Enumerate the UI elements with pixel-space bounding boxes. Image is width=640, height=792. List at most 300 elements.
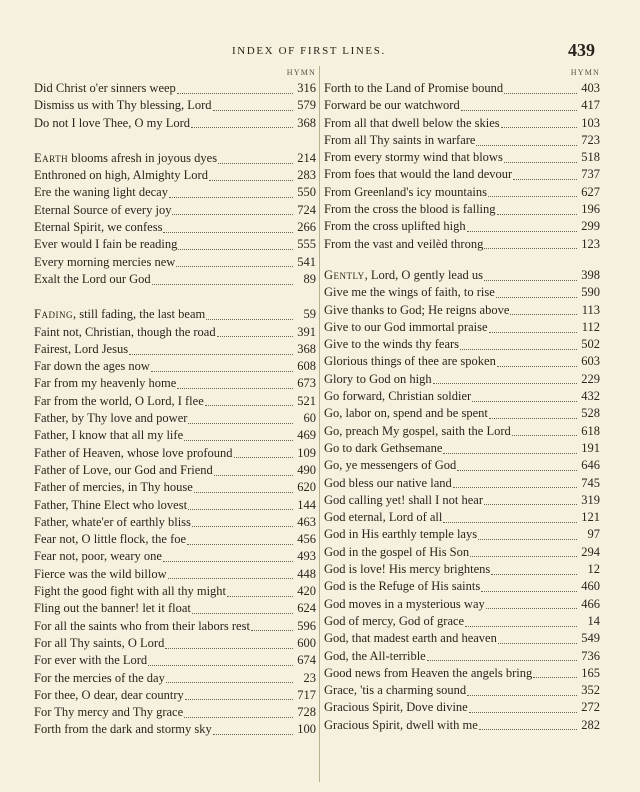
index-entry — [34, 618, 316, 635]
hymn-number: 316 — [297, 81, 316, 95]
first-line-text: Do not I love Thee, O my Lord — [34, 115, 190, 130]
dot-leader — [188, 422, 293, 424]
first-line-text: Go, ye messengers of God — [324, 458, 457, 473]
first-line-text: From the vast and veilèd throng — [324, 236, 484, 251]
dot-leader — [176, 265, 293, 267]
hymn-number: 490 — [297, 462, 316, 477]
first-word-small-caps: Fading — [34, 307, 73, 322]
dot-leader — [187, 543, 293, 545]
first-line-text: , Lord, O gently lead us — [364, 267, 484, 282]
hymn-number: 113 — [581, 302, 600, 317]
index-entry — [324, 149, 600, 166]
first-line-text: Forth to the Land of Promise bound — [324, 81, 504, 95]
first-line — [34, 687, 184, 704]
first-line-text: Father, whate'er of earthly bliss — [34, 514, 191, 529]
index-entry — [324, 648, 600, 665]
first-line — [34, 167, 208, 184]
hymn-column-label: HYMN — [286, 68, 316, 77]
first-line-text: God, that madest earth and heaven — [324, 631, 497, 646]
first-line-text: From the cross uplifted high — [324, 219, 466, 234]
dot-leader — [185, 698, 293, 700]
first-line — [34, 548, 162, 565]
first-line — [324, 80, 503, 97]
index-entry — [324, 509, 600, 526]
index-entry — [34, 375, 316, 392]
first-line — [34, 583, 226, 600]
dot-leader — [513, 178, 577, 180]
first-line-text: From every stormy wind that blows — [324, 150, 503, 165]
hymn-number: 398 — [581, 267, 600, 282]
first-line-text: Go, labor on, spend and be spent — [324, 406, 488, 421]
first-line — [34, 721, 212, 738]
first-line — [34, 306, 205, 323]
hymn-number: 59 — [303, 307, 316, 322]
first-line — [324, 526, 477, 543]
index-entry — [34, 566, 316, 583]
first-line-text: From all Thy saints in warfare — [324, 132, 476, 147]
first-line — [324, 371, 432, 388]
hymn-number: 319 — [581, 492, 600, 507]
page-header — [0, 40, 640, 68]
index-entry — [324, 97, 600, 114]
dot-leader — [496, 296, 577, 298]
first-line — [324, 405, 488, 422]
hymn-column-label: HYMN — [570, 68, 600, 77]
hymn-number: 299 — [581, 219, 600, 234]
first-line — [34, 236, 177, 253]
hymn-number: 521 — [297, 393, 316, 408]
index-entry — [34, 358, 316, 375]
dot-leader — [465, 625, 577, 627]
index-entry — [34, 652, 316, 669]
first-line-text: Father, I know that all my life — [34, 428, 184, 443]
dot-leader — [512, 434, 577, 436]
first-line — [324, 353, 496, 370]
first-line — [324, 184, 487, 201]
first-line — [34, 618, 250, 635]
index-entry — [34, 393, 316, 410]
dot-leader — [205, 404, 293, 406]
index-entry — [34, 427, 316, 444]
first-line — [34, 670, 165, 687]
first-line-text: Father of mercies, in Thy house — [34, 480, 193, 495]
index-entry — [324, 319, 600, 336]
first-line — [324, 267, 483, 284]
first-word-small-caps: Earth — [34, 150, 69, 165]
index-entry — [324, 302, 600, 319]
first-line-text: Did Christ o'er sinners weep — [34, 81, 176, 95]
hymn-number: 100 — [297, 722, 316, 737]
first-line-text: God, the All-terrible — [324, 648, 426, 663]
first-line — [324, 218, 466, 235]
first-line — [324, 388, 471, 405]
first-line — [34, 652, 147, 669]
index-entry — [34, 670, 316, 687]
dot-leader — [227, 595, 293, 597]
first-line-text: Enthroned on high, Almighty Lord — [34, 168, 208, 183]
hymn-number: 448 — [297, 566, 316, 581]
hymn-number: 229 — [581, 371, 600, 386]
hymn-number: 282 — [581, 717, 600, 732]
first-line-text: For all Thy saints, O Lord — [34, 635, 165, 650]
hymn-number: 724 — [297, 202, 316, 217]
hymn-number: 541 — [297, 254, 316, 269]
first-line-text: Father of Heaven, whose love profound — [34, 445, 233, 460]
dot-leader — [178, 248, 293, 250]
hymn-number: 460 — [581, 579, 600, 594]
hymn-number: 456 — [297, 532, 316, 547]
dot-leader — [476, 144, 577, 146]
hymn-number: 368 — [297, 115, 316, 130]
index-entry — [34, 271, 316, 288]
first-line — [324, 561, 490, 578]
index-entry — [324, 630, 600, 647]
first-line-text: From Greenland's icy mountains — [324, 184, 487, 199]
first-line-text: For the mercies of the day — [34, 670, 165, 685]
index-entry — [324, 201, 600, 218]
first-line — [324, 115, 500, 132]
hymn-number: 191 — [581, 440, 600, 455]
dot-leader — [163, 231, 293, 233]
hymn-number: 493 — [297, 549, 316, 564]
hymn-number: 112 — [581, 319, 600, 334]
dot-leader — [184, 716, 293, 718]
hymn-number: 590 — [581, 285, 600, 300]
index-entry — [324, 336, 600, 353]
first-line-text: Glorious things of thee are spoken — [324, 354, 496, 369]
first-line-text: Go to dark Gethsemane — [324, 440, 443, 455]
hymn-number: 528 — [581, 406, 600, 421]
dot-leader — [497, 213, 577, 215]
first-line — [324, 699, 468, 716]
index-entry — [324, 492, 600, 509]
first-line — [324, 302, 509, 319]
dot-leader — [488, 195, 577, 197]
dot-leader — [467, 230, 577, 232]
index-entry — [324, 526, 600, 543]
first-line — [324, 97, 460, 114]
index-entry — [324, 166, 600, 183]
index-entry — [324, 132, 600, 149]
index-entry — [324, 388, 600, 405]
dot-leader — [486, 607, 577, 609]
dot-leader — [504, 161, 577, 163]
first-line — [34, 600, 191, 617]
first-line-text: Glory to God on high — [324, 371, 432, 386]
dot-leader — [165, 647, 293, 649]
right-column — [324, 66, 600, 734]
dot-leader — [433, 382, 577, 384]
dot-leader — [501, 126, 577, 128]
page-title: INDEX OF FIRST LINES. — [232, 45, 386, 57]
hymn-number: 121 — [581, 510, 600, 525]
first-line — [324, 236, 483, 253]
dot-leader — [467, 694, 577, 696]
first-line — [324, 509, 442, 526]
first-line-text: Gracious Spirit, Dove divine — [324, 700, 468, 715]
first-line-text: Ever would I fain be reading — [34, 237, 178, 252]
hymn-number: 736 — [581, 648, 600, 663]
hymn-number: 502 — [581, 337, 600, 352]
index-entry — [324, 717, 600, 734]
index-entry — [324, 284, 600, 301]
hymn-number: 717 — [297, 687, 316, 702]
first-line-text: Fierce was the wild billow — [34, 566, 167, 581]
dot-leader — [151, 370, 293, 372]
index-entry — [34, 721, 316, 738]
dot-leader — [148, 664, 293, 666]
dot-leader — [192, 525, 293, 527]
index-entry — [324, 440, 600, 457]
first-line-text: God is love! His mercy brightens — [324, 562, 491, 577]
hymn-number: 417 — [581, 98, 600, 113]
hymn-number: 294 — [581, 544, 600, 559]
first-line-text: Forth from the dark and stormy sky — [34, 722, 212, 737]
index-entry — [324, 371, 600, 388]
first-line — [34, 324, 216, 341]
hymn-number: 608 — [297, 359, 316, 374]
index-entry — [324, 405, 600, 422]
first-line — [34, 427, 183, 444]
dot-leader — [484, 503, 577, 505]
index-entry — [34, 254, 316, 271]
index-entry — [324, 353, 600, 370]
dot-leader — [484, 247, 577, 249]
index-entry — [324, 613, 600, 630]
hymn-number: 466 — [581, 596, 600, 611]
first-line — [34, 635, 164, 652]
dot-leader — [489, 417, 577, 419]
index-entry — [324, 682, 600, 699]
first-line — [324, 440, 442, 457]
dot-leader — [427, 659, 577, 661]
first-line-text: Ere the waning light decay — [34, 185, 168, 200]
first-line — [34, 115, 190, 132]
index-entry — [34, 479, 316, 496]
first-line — [34, 410, 187, 427]
hymn-number: 579 — [297, 98, 316, 113]
first-line — [34, 514, 191, 531]
index-entry — [324, 475, 600, 492]
first-line — [34, 462, 213, 479]
hymn-number: 627 — [581, 184, 600, 199]
index-entry — [34, 167, 316, 184]
hymn-number: 737 — [581, 167, 600, 182]
dot-leader — [504, 92, 577, 94]
hymn-number: 603 — [581, 354, 600, 369]
dot-leader — [510, 313, 577, 315]
dot-leader — [214, 474, 293, 476]
first-line-text: Father, by Thy love and power — [34, 411, 188, 426]
first-line — [34, 393, 204, 410]
dot-leader — [457, 469, 577, 471]
dot-leader — [498, 642, 577, 644]
first-line-text: Faint not, Christian, though the road — [34, 324, 216, 339]
dot-leader — [152, 283, 293, 285]
hymn-number: 109 — [297, 445, 316, 460]
first-line — [324, 648, 426, 665]
first-line — [324, 284, 495, 301]
hymn-number: 272 — [581, 700, 600, 715]
letter-group-gap — [34, 288, 316, 306]
first-line-text: Give me the wings of faith, to rise — [324, 285, 495, 300]
page-number: 439 — [568, 40, 595, 60]
dot-leader — [188, 508, 293, 510]
first-line — [34, 566, 167, 583]
dot-leader — [251, 629, 293, 631]
first-line-text: Far down the ages now — [34, 359, 150, 374]
first-line — [324, 336, 459, 353]
first-line-text: Fight the good fight with all thy might — [34, 584, 227, 599]
dot-leader — [217, 335, 293, 337]
dot-leader — [478, 538, 577, 540]
index-entry — [324, 423, 600, 440]
hymn-number: 463 — [297, 514, 316, 529]
dot-leader — [218, 162, 293, 164]
dot-leader — [443, 521, 577, 523]
first-line — [324, 717, 478, 734]
index-entry — [324, 115, 600, 132]
first-line — [324, 475, 452, 492]
first-line-text: Exalt the Lord our God — [34, 271, 151, 286]
first-line-text: For ever with the Lord — [34, 653, 148, 668]
first-line — [34, 497, 187, 514]
first-line — [324, 423, 511, 440]
hymn-number: 618 — [581, 423, 600, 438]
dot-leader — [172, 213, 293, 215]
first-line-text: Father of Love, our God and Friend — [34, 462, 213, 477]
first-line-text: For Thy mercy and Thy grace — [34, 705, 184, 720]
index-entry — [34, 219, 316, 236]
first-line-text: Dismiss us with Thy blessing, Lord — [34, 98, 212, 113]
hymn-number: 352 — [581, 683, 600, 698]
index-entry — [34, 410, 316, 427]
first-line-text: Eternal Source of every joy — [34, 202, 172, 217]
index-entry — [34, 324, 316, 341]
hymn-number: 596 — [297, 618, 316, 633]
index-entry — [324, 544, 600, 561]
first-line-text: For all the saints who from their labors rest — [34, 618, 250, 633]
dot-leader — [453, 486, 577, 488]
first-line-text: God bless our native land — [324, 475, 452, 490]
index-entry — [34, 600, 316, 617]
first-line-text: Far from my heavenly home — [34, 376, 177, 391]
dot-leader — [169, 196, 293, 198]
hymn-number: 674 — [297, 653, 316, 668]
dot-leader — [533, 676, 577, 678]
first-line-text: Fling out the banner! let it float — [34, 601, 191, 616]
first-line — [324, 457, 456, 474]
first-line — [34, 479, 193, 496]
dot-leader — [194, 491, 293, 493]
first-line-text: Gracious Spirit, dwell with me — [324, 717, 478, 732]
first-line-text: Far from the world, O Lord, I flee — [34, 393, 204, 408]
first-word-small-caps: Gently — [324, 267, 365, 282]
dot-leader — [461, 109, 577, 111]
hymn-number: 144 — [297, 497, 316, 512]
hymn-number: 214 — [297, 150, 316, 165]
letter-group-gap — [34, 132, 316, 150]
dot-leader — [484, 279, 577, 281]
hymn-number: 549 — [581, 631, 600, 646]
index-entry — [34, 80, 316, 97]
index-entry — [34, 514, 316, 531]
dot-leader — [177, 387, 293, 389]
first-line-text: Grace, 'tis a charming sound — [324, 683, 467, 698]
first-line — [34, 184, 168, 201]
dot-leader — [469, 711, 577, 713]
index-entry — [34, 531, 316, 548]
first-line-text: Forward be our watchword — [324, 98, 460, 113]
index-entry — [324, 80, 600, 97]
hymn-number: 14 — [587, 613, 600, 628]
index-entry — [34, 687, 316, 704]
hymn-number: 266 — [297, 220, 316, 235]
first-line — [324, 166, 512, 183]
first-line — [324, 492, 483, 509]
dot-leader — [479, 728, 577, 730]
hymn-number: 391 — [297, 324, 316, 339]
hymn-number: 283 — [297, 168, 316, 183]
first-line-text: Good news from Heaven the angels bring — [324, 665, 533, 680]
hymn-number: 620 — [297, 480, 316, 495]
index-entry — [324, 267, 600, 284]
first-line — [34, 445, 233, 462]
hymn-number: 420 — [297, 584, 316, 599]
index-entry — [34, 150, 316, 167]
first-line — [34, 254, 175, 271]
hymn-number: 196 — [581, 202, 600, 217]
hymn-number: 403 — [581, 81, 600, 95]
first-line-text: Fairest, Lord Jesus — [34, 341, 129, 356]
first-line — [34, 704, 183, 721]
first-line-text: Give to the winds thy fears — [324, 337, 460, 352]
first-line — [34, 271, 151, 288]
dot-leader — [443, 452, 577, 454]
hymn-number: 550 — [297, 185, 316, 200]
hymn-number: 600 — [297, 635, 316, 650]
first-line — [324, 578, 480, 595]
index-entry — [324, 218, 600, 235]
index-entry — [324, 665, 600, 682]
dot-leader — [184, 439, 293, 441]
dot-leader — [213, 733, 293, 735]
first-line — [324, 319, 488, 336]
index-entry — [34, 548, 316, 565]
first-line-text: God eternal, Lord of all — [324, 510, 443, 525]
dot-leader — [489, 331, 577, 333]
first-line-text: Fear not, O little flock, the foe — [34, 532, 187, 547]
hymn-number: 12 — [587, 562, 600, 577]
first-line-text: From all that dwell below the skies — [324, 115, 500, 130]
first-line-text: blooms afresh in joyous dyes — [68, 150, 218, 165]
first-line — [324, 201, 496, 218]
hymn-number: 97 — [587, 527, 600, 542]
left-entries — [34, 80, 316, 739]
index-entry — [34, 462, 316, 479]
hymn-number: 103 — [581, 115, 600, 130]
first-line-text: God moves in a mysterious way — [324, 596, 485, 611]
dot-leader — [163, 560, 293, 562]
dot-leader — [491, 573, 577, 575]
index-entry — [324, 578, 600, 595]
dot-leader — [472, 400, 577, 402]
hymn-number: 723 — [581, 132, 600, 147]
first-line — [324, 149, 503, 166]
first-line-text: Father, Thine Elect who lovest — [34, 497, 188, 512]
first-line-text: From the cross the blood is falling — [324, 202, 496, 217]
dot-leader — [191, 126, 293, 128]
